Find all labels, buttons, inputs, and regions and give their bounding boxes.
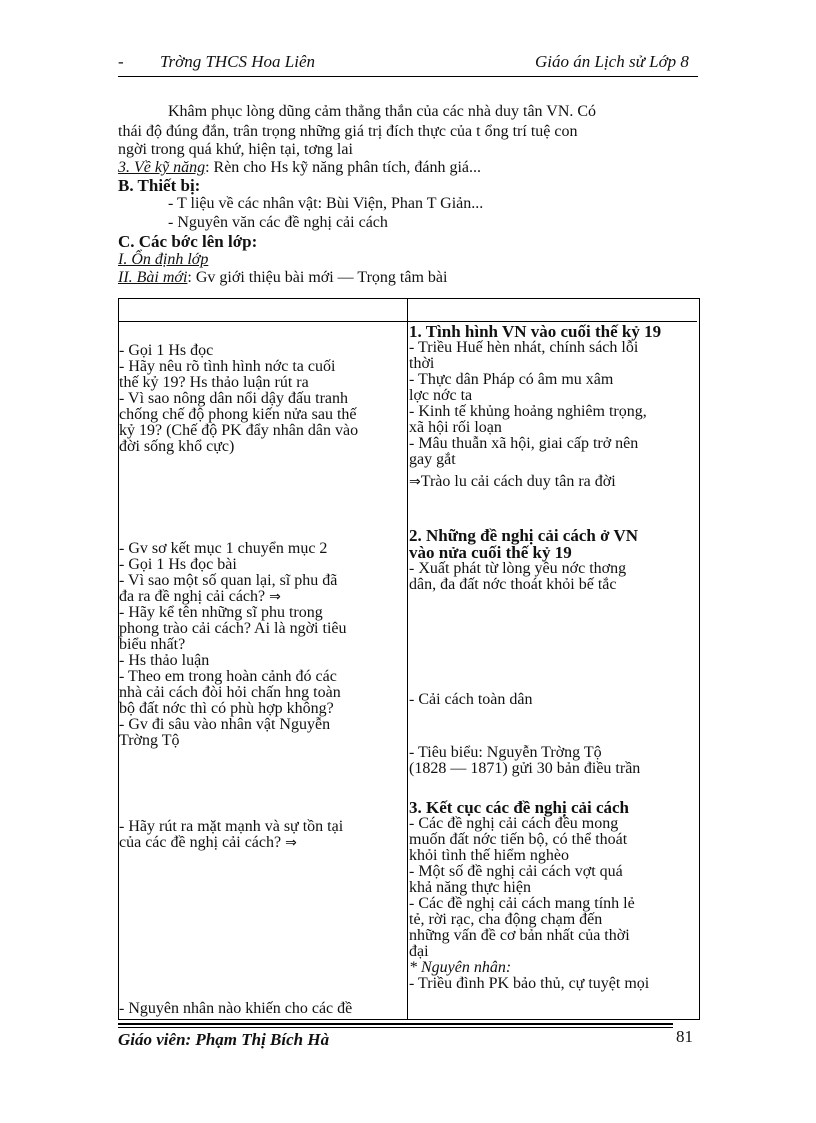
right-line: - Các đề nghị cải cách đều mong — [409, 815, 619, 832]
table-column-divider — [407, 299, 408, 1019]
section-2-title-line-1: 2. Những đề nghị cải cách ở VN — [409, 526, 638, 545]
right-line: tẻ, rời rạc, cha động chạm đến — [409, 911, 603, 928]
table-header-row — [119, 299, 697, 322]
right-line: - Mâu thuẫn xã hội, giai cấp trở nên — [409, 435, 639, 452]
section-c-title: C. Các bớc lên lớp: — [118, 232, 258, 251]
double-arrow-icon: ⇒ — [285, 835, 297, 851]
right-line: muốn đất nớc tiến bộ, có thể thoát — [409, 831, 628, 848]
intro-line-2: thái độ đúng đắn, trân trọng những giá trị đích thực của t ổng trí tuệ con — [118, 123, 578, 140]
header-dash: - — [118, 52, 124, 71]
conclusion-text: Trào lu cải cách duy tân ra đời — [420, 473, 616, 490]
left-line: - Hãy kể tên những sĩ phu trong — [119, 604, 323, 621]
section-2-title-line-2: vào nửa cuối thế kỷ 19 — [409, 543, 572, 562]
right-line: gay gắt — [409, 451, 456, 468]
right-typical — [409, 745, 695, 777]
left-line-text: đa ra đề nghị cải cách? — [119, 588, 266, 605]
right-line: - Tiêu biểu: Nguyễn Trờng Tộ — [409, 744, 602, 761]
right-line: - Triều Huế hèn nhát, chính sách lỗi — [409, 339, 639, 356]
right-section-2 — [409, 527, 695, 593]
footer-teacher: Giáo viên: Phạm Thị Bích Hà — [118, 1030, 330, 1049]
left-line: - Hs thảo luận — [119, 652, 210, 669]
left-block-activity-2 — [119, 541, 403, 749]
left-line: - Gv sơ kết mục 1 chuyển mục 2 — [119, 540, 328, 557]
section-b-item-2: - Nguyên văn các đề nghị cải cách — [168, 214, 388, 231]
left-line: - Theo em trong hoàn cảnh đó các — [119, 668, 337, 685]
intro-line-1: Khâm phục lòng dũng cảm thẳng thắn của các nhà duy tân VN. Có — [168, 103, 597, 120]
right-line: thời — [409, 355, 435, 372]
right-line: - Xuất phát từ lòng yêu nớc thơng — [409, 560, 627, 577]
left-line: - Hãy rút ra mặt mạnh và sự tồn tại — [119, 818, 344, 835]
section-c-sub2-label: II. Bài mới — [118, 269, 188, 286]
left-line: Trờng Tộ — [119, 732, 180, 749]
right-line: - Thực dân Pháp có âm mu xâm — [409, 371, 614, 388]
double-arrow-icon: ⇒ — [269, 589, 281, 605]
header-school: Trờng THCS Hoa Liên — [160, 52, 316, 71]
left-line-text: của các đề nghị cải cách? — [119, 834, 282, 851]
left-line — [119, 589, 403, 605]
left-line — [119, 835, 403, 851]
section-3-title: 3. Kết cục các đề nghị cải cách — [409, 798, 630, 817]
right-line: - Triều đình PK bảo thủ, cự tuyệt mọi — [409, 975, 650, 992]
right-section-1 — [409, 323, 695, 490]
intro-line-3: ngời trong quá khứ, hiện tại, tơng lai — [118, 141, 353, 158]
left-block-activity-3 — [119, 819, 403, 851]
lesson-table — [118, 298, 700, 1020]
right-section-3 — [409, 799, 695, 992]
left-block-activity-1 — [119, 343, 403, 455]
right-line: khỏi tình thế hiểm nghèo — [409, 847, 569, 864]
footer-rule-thick — [118, 1023, 673, 1025]
right-line: những vấn đề cơ bản nhất của thời — [409, 927, 630, 944]
footer-rule-thin — [118, 1027, 673, 1028]
skill-label: 3. Về kỹ năng — [118, 159, 206, 176]
header-subject: Giáo án Lịch sử Lớp 8 — [535, 52, 689, 71]
right-line: - Một số đề nghị cải cách vợt quá — [409, 863, 623, 880]
right-reform — [409, 692, 695, 708]
left-line: chống chế độ phong kiến nửa sau thế — [119, 406, 357, 423]
section-1-title: 1. Tình hình VN vào cuối thế kỷ 19 — [409, 322, 662, 341]
left-line: - Hãy nêu rõ tình hình nớc ta cuối — [119, 358, 336, 375]
left-line: phong trào cải cách? Ai là ngời tiêu — [119, 620, 347, 637]
left-line: thế kỷ 19? Hs thảo luận rút ra — [119, 374, 309, 391]
header-rule — [118, 76, 698, 77]
cause-label: * Nguyên nhân: — [409, 959, 512, 976]
left-line: - Nguyên nhân nào khiến cho các đề — [119, 1000, 353, 1017]
page-number: 81 — [676, 1027, 693, 1046]
right-line: - Các đề nghị cải cách mang tính lẻ — [409, 895, 635, 912]
left-line: đời sống khổ cực) — [119, 438, 235, 455]
right-line: xã hội rối loạn — [409, 419, 502, 436]
right-line: (1828 — 1871) gửi 30 bản điều trần — [409, 760, 641, 777]
section-c-sub2 — [118, 270, 447, 286]
left-line: - Gọi 1 Hs đọc bài — [119, 556, 237, 573]
section-b-item-1: - T liệu về các nhân vật: Bùi Viện, Phan T Giản... — [168, 195, 484, 212]
left-line: nhà cải cách đòi hỏi chấn hng toàn — [119, 684, 341, 701]
section-1-conclusion — [409, 474, 695, 490]
left-block-activity-4 — [119, 1001, 403, 1017]
right-line: đại — [409, 943, 429, 960]
right-line: - Kinh tế khủng hoảng nghiêm trọng, — [409, 403, 647, 420]
left-line: biểu nhất? — [119, 636, 186, 653]
left-line: - Vì sao nông dân nổi dậy đấu tranh — [119, 390, 348, 407]
left-line: - Gọi 1 Hs đọc — [119, 342, 214, 359]
left-line: - Gv đi sâu vào nhân vật Nguyễn — [119, 716, 331, 733]
left-line: bộ đất nớc thì có phù hợp không? — [119, 700, 334, 717]
right-line: - Cải cách toàn dân — [409, 691, 533, 708]
skill-text: : Rèn cho Hs kỹ năng phân tích, đánh giá... — [205, 159, 482, 176]
right-line: lợc nớc ta — [409, 387, 473, 404]
section-c-sub1: I. Ổn định lớp — [118, 251, 209, 268]
section-b-title: B. Thiết bị: — [118, 176, 201, 195]
right-line: dân, đa đất nớc thoát khỏi bế tắc — [409, 576, 617, 593]
section-c-sub2-text: : Gv giới thiệu bài mới — Trọng tâm bài — [187, 269, 448, 286]
double-arrow-icon: ⇒ — [409, 474, 421, 490]
left-line: - Vì sao một số quan lại, sĩ phu đã — [119, 572, 338, 589]
left-line: kỷ 19? (Chế độ PK đẩy nhân dân vào — [119, 422, 359, 439]
skill-line — [118, 160, 698, 176]
right-line: khả năng thực hiện — [409, 879, 531, 896]
